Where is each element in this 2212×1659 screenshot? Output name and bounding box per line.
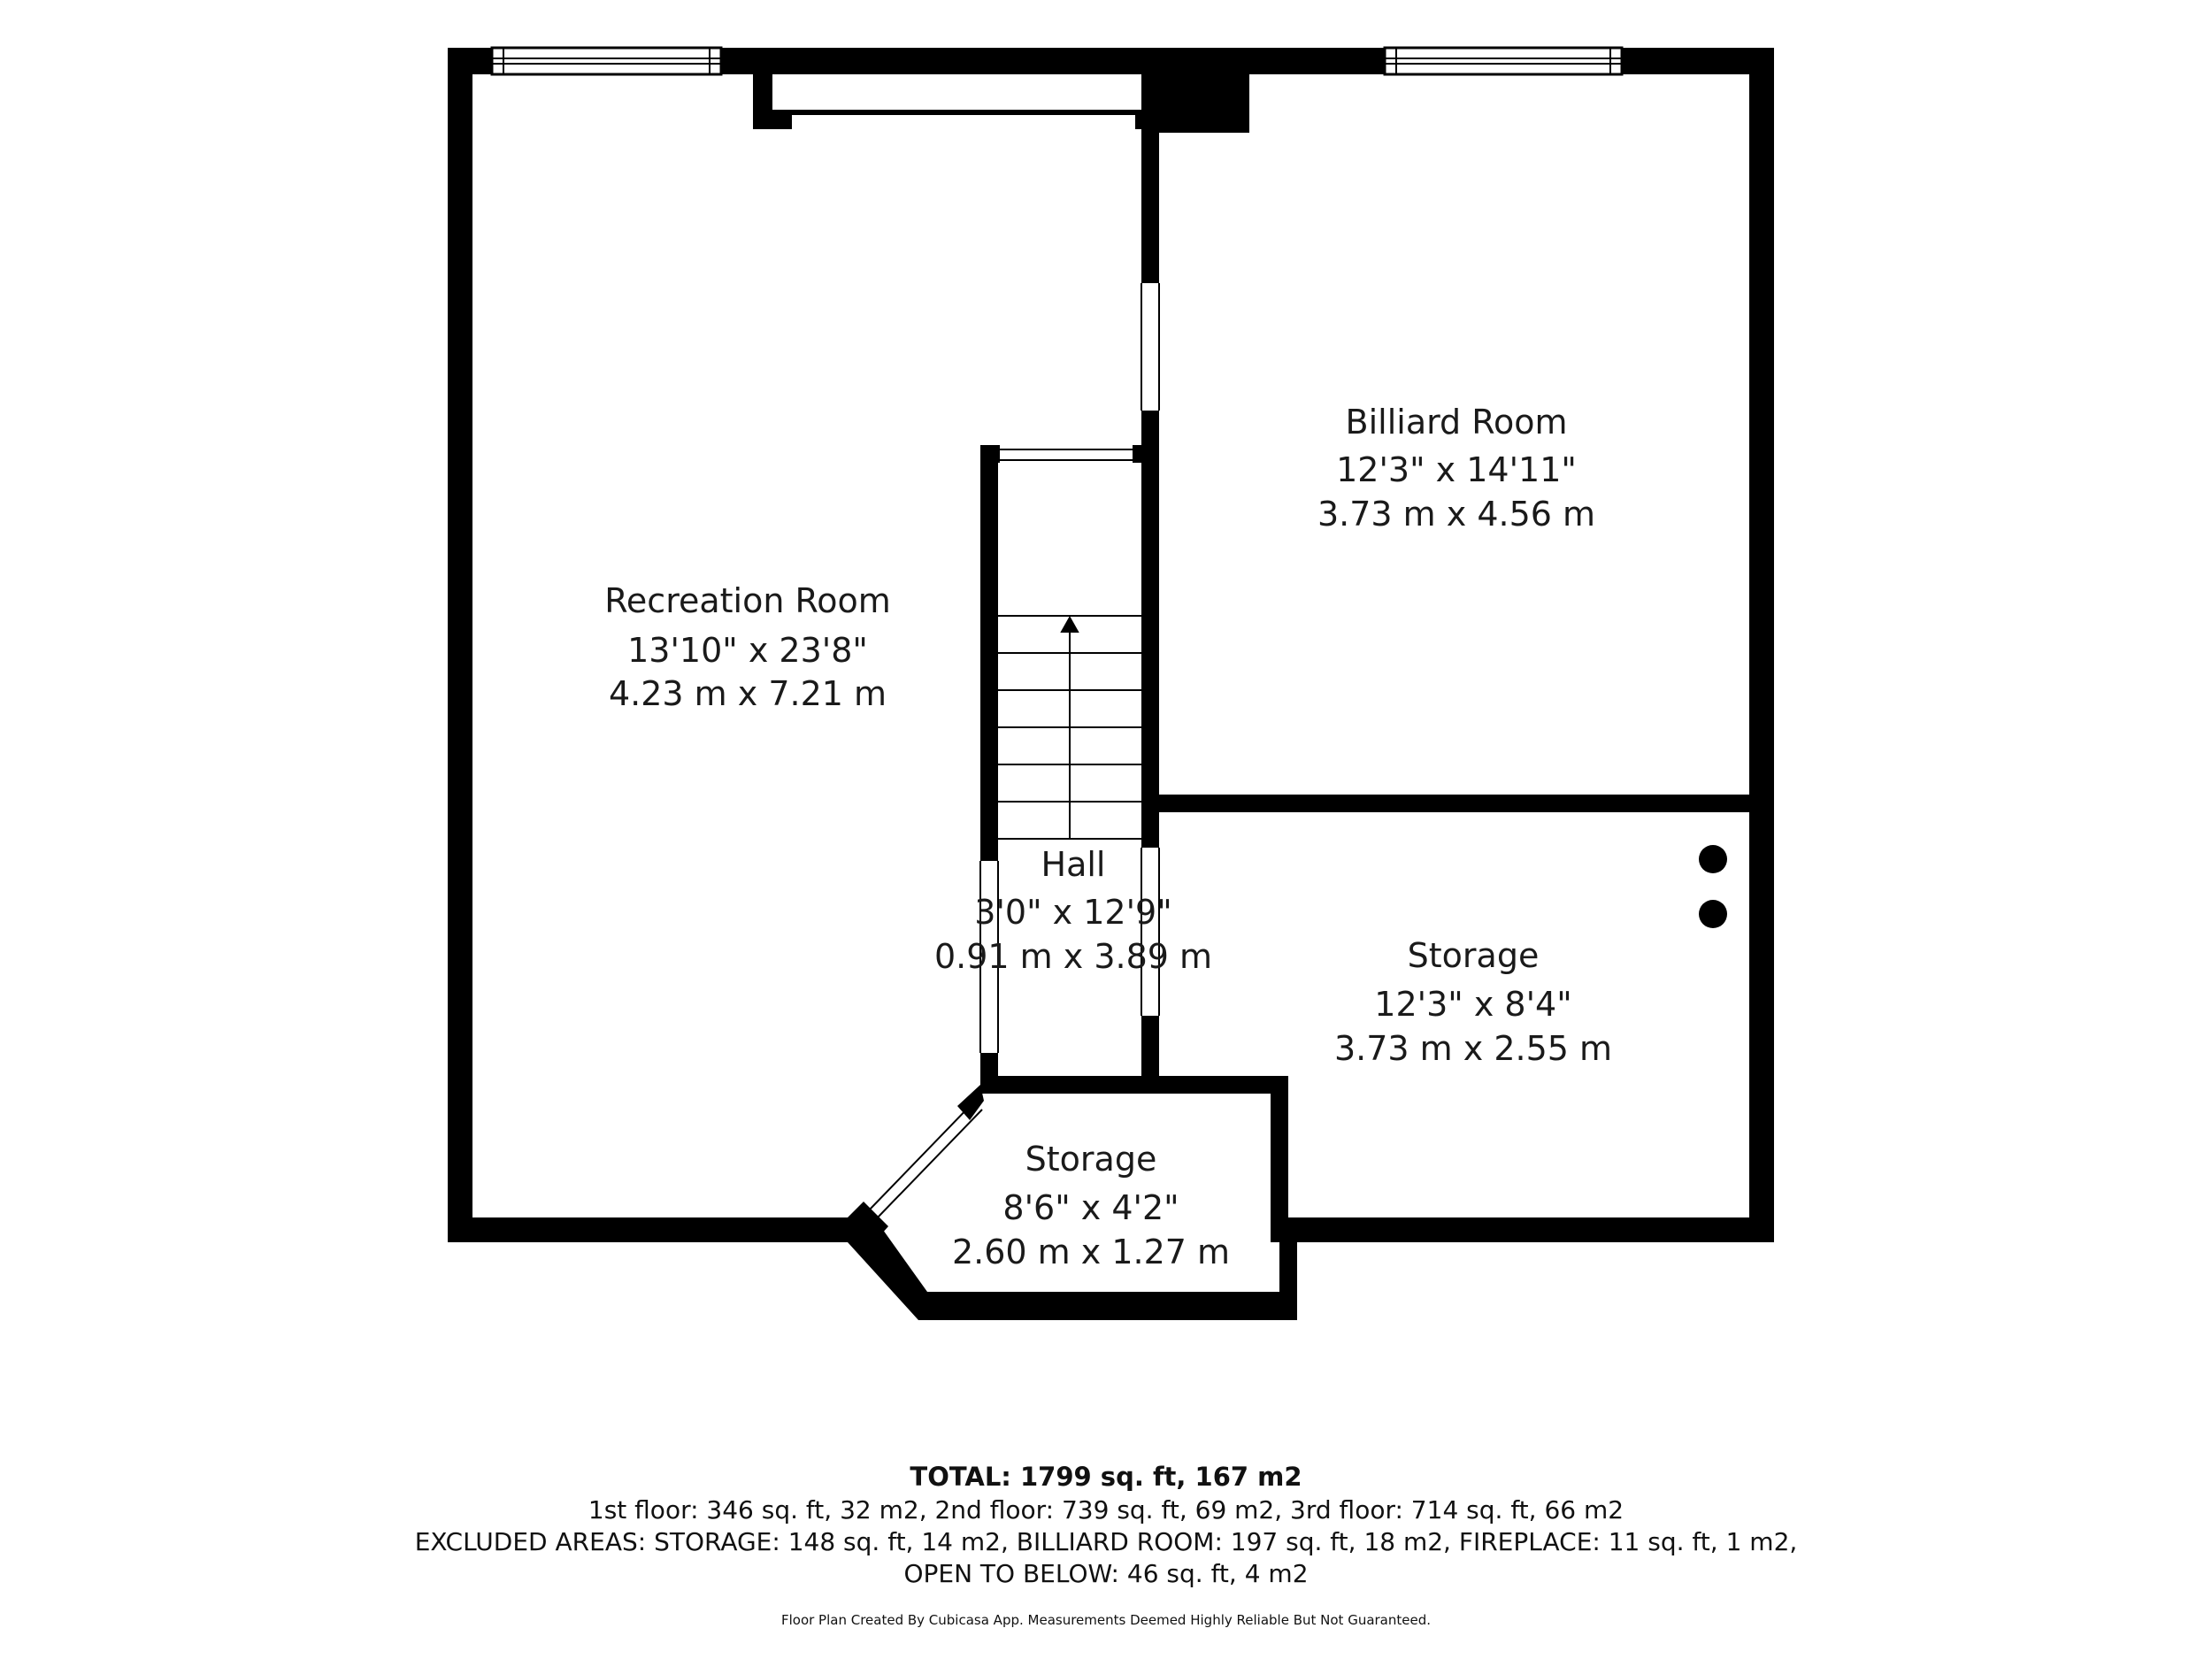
room-storage-large [1334, 936, 1612, 1068]
room-dimensions-metric: 4.23 m x 7.21 m [608, 674, 887, 713]
room-dimensions-imperial: 3'0" x 12'9" [974, 893, 1172, 932]
area-excluded: EXCLUDED AREAS: STORAGE: 148 sq. ft, 14 m2, BILLIARD ROOM: 197 sq. ft, 18 m2, FIREPLACE: 11 sq. ft, 1 m2, [414, 1527, 1798, 1556]
room-dimensions-metric: 3.73 m x 2.55 m [1333, 1029, 1613, 1068]
room-name: Storage [1407, 936, 1540, 975]
area-total: TOTAL: 1799 sq. ft, 167 m2 [910, 1462, 1302, 1492]
stair-arrow-up-icon [1062, 618, 1078, 632]
room-name: Hall [1041, 845, 1106, 884]
fixture-circle-icon [1699, 845, 1727, 873]
wall-hall-right [1141, 449, 1159, 848]
room-dimensions-metric: 3.73 m x 4.56 m [1317, 495, 1596, 534]
room-dimensions-imperial: 12'3" x 8'4" [1374, 985, 1572, 1024]
credit-note: Floor Plan Created By Cubicasa App. Measurements Deemed Highly Reliable But Not Guaranteed. [780, 1612, 1432, 1628]
wall-right [1749, 48, 1774, 1242]
room-dimensions-metric: 2.60 m x 1.27 m [951, 1233, 1231, 1271]
room-billiard [1317, 403, 1595, 534]
room-recreation [604, 581, 891, 713]
wall-rec-billiard-upper [1141, 129, 1159, 283]
room-dimensions-imperial: 12'3" x 14'11" [1336, 450, 1577, 489]
room-dimensions-imperial: 13'10" x 23'8" [627, 631, 868, 670]
wall-small-storage-right-lower [1279, 1217, 1297, 1320]
room-storage-small [952, 1140, 1230, 1271]
room-name: Storage [1025, 1140, 1157, 1179]
wall-small-storage-right [1271, 1076, 1288, 1242]
wall-rec-billiard-lower [1141, 411, 1159, 449]
room-dimensions-imperial: 8'6" x 4'2" [1002, 1188, 1179, 1227]
wall-hall-left [980, 445, 998, 861]
wall-bottom-left [448, 1217, 848, 1242]
wall-top-middle [721, 48, 1385, 74]
fixture-circle-icon [1699, 900, 1727, 928]
area-open-to-below: OPEN TO BELOW: 46 sq. ft, 4 m2 [903, 1559, 1309, 1588]
bay-window [867, 1102, 973, 1212]
wall-billiard-storage [1159, 795, 1749, 812]
room-hall [934, 845, 1212, 976]
wall-bottom-right [1288, 1217, 1774, 1242]
window-recreation [492, 48, 721, 74]
wall-hall-top-left [980, 445, 1000, 463]
room-dimensions-metric: 0.91 m x 3.89 m [933, 937, 1213, 976]
room-name: Billiard Room [1345, 403, 1568, 442]
wall-hall-bottom [980, 1076, 1288, 1094]
area-floors: 1st floor: 346 sq. ft, 32 m2, 2nd floor: 739 sq. ft, 69 m2, 3rd floor: 714 sq. ft, 66 m2 [588, 1495, 1624, 1525]
room-name: Recreation Room [604, 581, 891, 620]
wall-left [448, 48, 472, 1242]
staircase [998, 616, 1141, 839]
top-alcove [753, 74, 1148, 129]
fireplace-block [1141, 74, 1249, 133]
window-billiard [1385, 48, 1622, 74]
wall-hall-top-right [1133, 445, 1159, 463]
